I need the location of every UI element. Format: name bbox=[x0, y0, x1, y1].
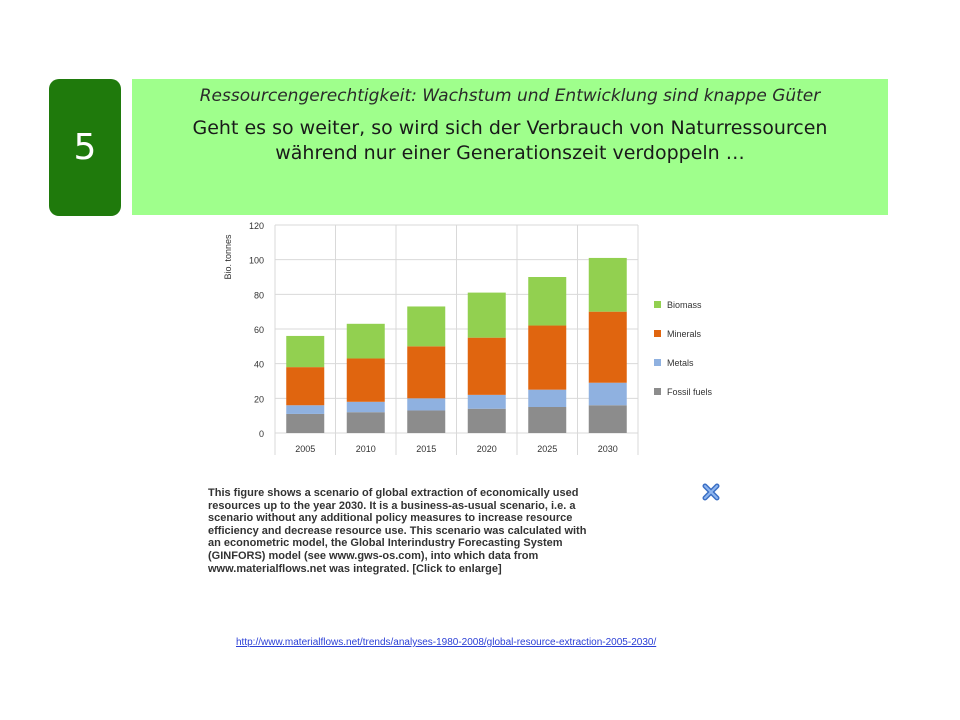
x-tick-label: 2005 bbox=[295, 444, 316, 454]
bar-segment bbox=[286, 414, 324, 433]
bar-segment bbox=[347, 402, 385, 412]
resource-extraction-chart bbox=[218, 217, 718, 462]
bar-segment bbox=[286, 336, 324, 367]
legend-label: Biomass bbox=[667, 300, 702, 310]
bar-segment bbox=[407, 398, 445, 410]
bar-segment bbox=[347, 358, 385, 401]
y-tick-label: 80 bbox=[253, 290, 264, 301]
y-tick-label: 60 bbox=[253, 325, 264, 335]
x-tick-label: 2010 bbox=[355, 444, 376, 454]
y-tick-label: 20 bbox=[253, 394, 264, 405]
close-icon[interactable] bbox=[700, 481, 722, 503]
bar-segment bbox=[589, 312, 627, 383]
bar-segment bbox=[528, 277, 566, 326]
slide-number: 5 bbox=[73, 127, 97, 168]
bar-segment bbox=[347, 412, 385, 433]
bar-segment bbox=[286, 405, 324, 414]
legend-swatch bbox=[654, 330, 661, 337]
bar-segment bbox=[468, 293, 506, 338]
source-link[interactable]: http://www.materialflows.net/trends/analyses-1980-2008/global-resource-extraction-2005-2030/ bbox=[236, 637, 657, 648]
bar-segment bbox=[468, 395, 506, 409]
x-tick-label: 2030 bbox=[597, 444, 618, 454]
slide-subtitle: Ressourcengerechtigkeit: Wachstum und Entwicklung sind knappe Güter bbox=[199, 86, 821, 106]
bar-segment bbox=[589, 258, 627, 312]
bar-segment bbox=[407, 306, 445, 346]
y-tick-label: 100 bbox=[248, 255, 264, 266]
bar-segment bbox=[589, 383, 627, 406]
bar-segment bbox=[589, 405, 627, 433]
bar-segment bbox=[528, 390, 566, 407]
legend-swatch bbox=[654, 301, 661, 308]
bar-segment bbox=[407, 346, 445, 398]
legend-label: Metals bbox=[667, 358, 694, 368]
legend-label: Minerals bbox=[667, 329, 702, 339]
bar-segment bbox=[468, 338, 506, 395]
y-tick-label: 120 bbox=[248, 221, 264, 231]
y-tick-label: 0 bbox=[258, 429, 264, 439]
x-tick-label: 2015 bbox=[416, 444, 437, 454]
bar-segment bbox=[286, 367, 324, 405]
y-tick-label: 40 bbox=[253, 359, 264, 370]
y-axis-label: Bio. tonnes bbox=[223, 234, 233, 280]
legend-swatch bbox=[654, 359, 661, 366]
slide-title: Geht es so weiter, so wird sich der Verbrauch von Naturressourcen während nur einer Generationszeit verdoppeln … bbox=[192, 117, 828, 164]
bar-segment bbox=[468, 409, 506, 433]
bar-segment bbox=[407, 410, 445, 433]
legend-label: Fossil fuels bbox=[667, 387, 713, 397]
bar-segment bbox=[528, 326, 566, 390]
x-tick-label: 2020 bbox=[476, 444, 497, 454]
legend-swatch bbox=[654, 388, 661, 395]
bar-segment bbox=[528, 407, 566, 433]
x-tick-label: 2025 bbox=[537, 444, 558, 454]
header-banner bbox=[132, 79, 888, 215]
figure-caption: This figure shows a scenario of global extraction of economically used resources up to the year 2030. It is a business-as-usual scenario, i.e. a scenario without any additional policy measures to increase resource efficiency and decrease resource use. This scenario was calculated with an econometric model, the Global Interindustry Forecasting System (GINFORS) model (see www.gws-os.com), into which data from www.materialflows.net was integrated. [Click to enlarge] bbox=[208, 487, 587, 575]
bar-segment bbox=[347, 324, 385, 359]
slide-number-badge bbox=[49, 79, 121, 216]
